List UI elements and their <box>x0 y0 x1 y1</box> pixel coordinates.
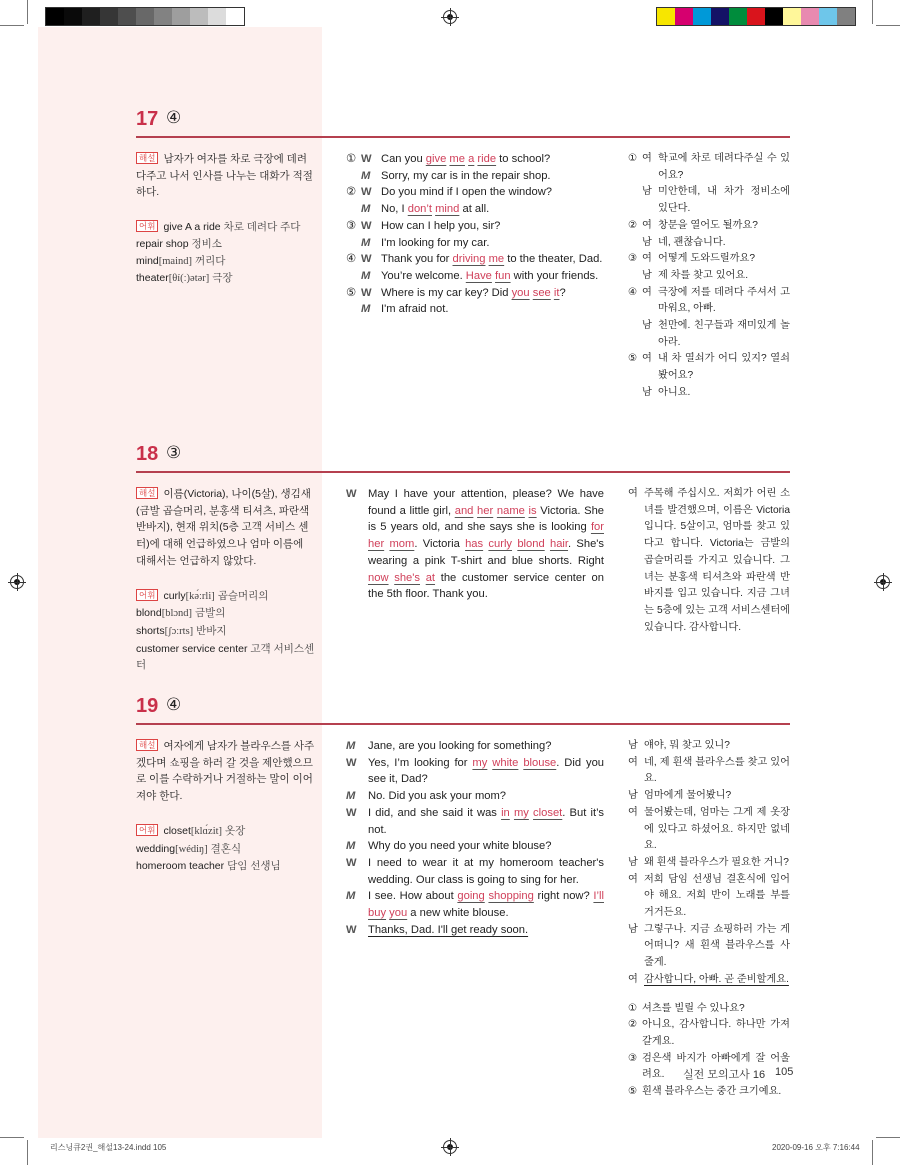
question-19-notes <box>136 738 316 875</box>
question-number: 18 <box>136 443 159 465</box>
vocab-tag: 어휘 <box>136 220 158 232</box>
explanation: 해설 이름(Victoria), 나이(5살), 생김새(금발 곱슬머리, 분홍색 티셔츠, 파란색 반바지), 현재 위치(5층 고객 서비스 센터)에 대해 언급하였으나 엄마 이름에 대해서는 언급하지 않았다. <box>136 488 311 567</box>
answer-mark: ④ <box>166 108 182 127</box>
vocabulary: 어휘 closet[klɑ́zit] 옷장 wedding[wédiŋ] 결혼식 homeroom teacher 담임 선생님 <box>136 824 281 873</box>
question-18-notes <box>136 486 316 674</box>
file-slug: 리스닝큐2권_해설13-24.indd 105 <box>50 1143 167 1152</box>
question-18-dialogue: W May I have your attention, please? We have found a little girl, and her name is Victoria. She is 5 years old, and she says she is looking for her mom. Victoria has curly blond hair. She's wearing a pink T-shirt and blue shorts. Right now she's at the customer service center on the 5th floor. Thank you. <box>346 488 605 601</box>
explanation-tag: 해설 <box>136 487 158 499</box>
crop-mark <box>872 0 873 24</box>
answer-mark: ③ <box>166 443 182 462</box>
registration-mark-icon <box>10 575 24 589</box>
question-17-dialogue: ① W Can you give me a ride to school? M Sorry, my car is in the repair shop. ② W Do you mind if I open the window? M No, I don’t mind at all. ③ W How can I help you, sir? M I'm looking for my car. ④ W Thank you for driving me to the theater, Dad. M You’re welcome. Have fun with your friends. ⑤ W Where is my car key? Did you see it? M I'm afraid not. <box>346 153 603 316</box>
vocab-tag: 어휘 <box>136 589 158 601</box>
answer-blank: Thanks, Dad. I'll get ready soon. <box>368 923 529 936</box>
answer-choices: ① 셔츠를 빌릴 수 있나요? ② 아니요, 감사합니다. 하나만 가져갈게요. ③ 검은색 바지가 아빠에게 잘 어울려요. ⑤ 흰색 블라우스는 중간 크기예요. <box>628 1002 790 1098</box>
date-slug: 2020-09-16 오후 7:16:44 <box>772 1143 860 1152</box>
crop-mark <box>0 25 24 26</box>
vocab-tag: 어휘 <box>136 824 158 836</box>
explanation-tag: 해설 <box>136 739 158 751</box>
crop-mark <box>876 25 900 26</box>
vocabulary: 어휘 curly[kə́ːrli] 곱슬머리의 blond[blɔnd] 금발의 shorts[ʃɔːrts] 반바지 customer service center 고객 서비스센터 <box>136 589 315 672</box>
process-color-bar <box>656 7 856 26</box>
crop-mark <box>876 1137 900 1138</box>
question-17-header <box>136 108 790 138</box>
registration-mark-icon <box>443 1140 457 1154</box>
question-19-header <box>136 695 790 725</box>
crop-mark <box>0 1137 24 1138</box>
grayscale-bar <box>45 7 245 26</box>
explanation-tag: 해설 <box>136 152 158 164</box>
crop-mark <box>872 1140 873 1165</box>
explanation: 해설 남자가 여자를 차로 극장에 데려다주고 나서 인사를 나누는 대화가 적절하다. <box>136 153 313 199</box>
section-title: 실전 모의고사 16 <box>683 1069 766 1081</box>
explanation: 해설 여자에게 남자가 블라우스를 사주겠다며 쇼핑을 하러 갈 것을 제안했으므로 이를 수락하거나 거절하는 말이 이어져야 한다. <box>136 740 315 803</box>
question-number: 17 <box>136 108 159 130</box>
crop-mark <box>27 0 28 24</box>
registration-mark-icon <box>876 575 890 589</box>
question-19-dialogue: M Jane, are you looking for something? W Yes, I’m looking for my white blouse. Did you see it, Dad? M No. Did you ask your mom? W I did, and she said it was in my closet. But it’s not. M Why do you need your white blouse? W I need to wear it at my homeroom teacher's wedding. Our class is going to sing for her. M I see. How about going shopping right now? I’ll buy you a new white blouse. W Thanks, Dad. I'll get ready soon. <box>346 740 605 936</box>
vocabulary: 어휘 give A a ride 차로 데려다 주다 repair shop 정비소 mind[maind] 꺼리다 theater[θí(ː)ətər] 극장 <box>136 221 301 285</box>
registration-mark-icon <box>443 10 457 24</box>
question-18-translation: 여 주목해 주십시오. 저희가 어린 소녀를 발견했으며, 이름은 Victoria입니다. 5살이고, 엄마를 찾고 있다고 합니다. Victoria는 금발의 곱슬머리를 가지고 있습니다. 그녀는 분홍색 티셔츠와 파란색 반바지를 입고 있습니다. 지금 그녀는 5층에 있는 고객 서비스센터에 있습니다. 감사합니다. <box>628 488 790 633</box>
crop-mark <box>27 1140 28 1165</box>
question-number: 19 <box>136 695 159 717</box>
question-19-translation: 남 얘야, 뭐 찾고 있니? 여 네, 제 흰색 블라우스를 찾고 있어요. 남 엄마에게 물어봤니? 여 물어봤는데, 엄마는 그게 제 옷장에 있다고 하셨어요. 하지만 없네요. 남 왜 흰색 블라우스가 필요한 거니? 여 저희 담임 선생님 결혼식에 입어야 해요. 저희 반이 노래를 부를 거거든요. 남 그렇구나. 지금 쇼핑하러 가는 게 어떠니? 새 흰색 블라우스를 사 줄게. 여 감사합니다, 아빠. 곧 준비할게요. ① 셔츠를 빌릴 수 있나요? ② 아니요, 감사합니다. 하나만 가져갈게요. ③ 검은색 바지가 아빠에게 잘 어울려요. ⑤ 흰색 블라우스는 중간 크기예요. <box>628 738 790 1101</box>
page-number: 105 <box>775 1066 794 1078</box>
question-17-translation: ① 여 학교에 차로 데려다주실 수 있어요? 남 미안한데, 내 차가 정비소에 있단다. ② 여 창문을 열어도 될까요? 남 네, 괜찮습니다. ③ 여 어떻게 도와드릴까요? 남 제 차를 찾고 있어요. ④ 여 극장에 저를 데려다 주셔서 고마워요, 아빠. 남 천만에. 친구들과 재미있게 놀아라. ⑤ 여 내 차 열쇠가 어디 있지? 열쇠 봤어요? 남 아니요. <box>628 153 790 398</box>
question-17-notes <box>136 151 316 288</box>
question-18-header <box>136 443 790 473</box>
answer-mark: ④ <box>166 695 182 714</box>
